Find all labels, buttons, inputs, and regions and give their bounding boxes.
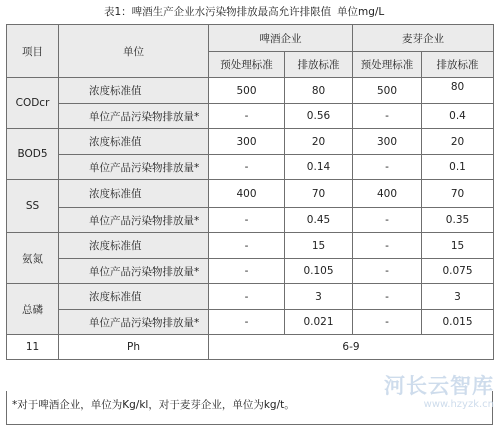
ph-value-cell: 6-9 — [209, 335, 494, 360]
header-malt-discharge: 排放标准 — [422, 52, 494, 78]
ph-unit-cell: Ph — [59, 335, 209, 360]
ph-row — [7, 335, 494, 360]
value-cell: 3 — [422, 284, 494, 310]
value-cell: - — [209, 310, 285, 335]
value-cell: 0.015 — [422, 310, 494, 335]
unit-cell: 浓度标准值 — [59, 78, 209, 104]
unit-cell: 浓度标准值 — [59, 180, 209, 208]
value-cell: 80 — [285, 78, 353, 104]
table-row — [7, 180, 494, 208]
table-row — [7, 284, 494, 310]
value-cell: 300 — [353, 129, 422, 155]
item-cell: BOD5 — [7, 129, 59, 180]
value-cell: - — [353, 233, 422, 259]
value-cell: - — [209, 104, 285, 129]
value-cell: - — [209, 233, 285, 259]
value-cell: 20 — [285, 129, 353, 155]
unit-cell: 浓度标准值 — [59, 233, 209, 259]
table-row — [7, 259, 494, 284]
ph-item-cell: 11 — [7, 335, 59, 360]
value-cell: 20 — [422, 129, 494, 155]
item-cell: 总磷 — [7, 284, 59, 335]
value-cell: 300 — [209, 129, 285, 155]
table-footnote: *对于啤酒企业，单位为Kg/kl，对于麦芽企业，单位为kg/t。 — [6, 391, 493, 425]
value-cell: - — [353, 208, 422, 233]
table-row — [7, 310, 494, 335]
value-cell: 80 — [422, 78, 494, 104]
value-cell: - — [353, 284, 422, 310]
item-cell: 氨氮 — [7, 233, 59, 284]
value-cell: 0.1 — [422, 155, 494, 180]
header-malt-pre: 预处理标准 — [353, 52, 422, 78]
unit-cell: 浓度标准值 — [59, 129, 209, 155]
value-cell: - — [209, 155, 285, 180]
value-cell: - — [353, 104, 422, 129]
value-cell: 15 — [422, 233, 494, 259]
table-row — [7, 104, 494, 129]
item-cell: CODcr — [7, 78, 59, 129]
value-cell: 70 — [285, 180, 353, 208]
header-malt: 麦芽企业 — [353, 25, 494, 52]
table-caption — [0, 4, 500, 20]
value-cell: 0.075 — [422, 259, 494, 284]
value-cell: 0.4 — [422, 104, 494, 129]
table-row — [7, 233, 494, 259]
value-cell: 0.021 — [285, 310, 353, 335]
unit-cell: 单位产品污染物排放量* — [59, 208, 209, 233]
emission-limits-table — [6, 24, 494, 360]
table-row — [7, 208, 494, 233]
table-title: 表1：啤酒生产企业水污染物排放最高允许排限值 — [104, 6, 332, 18]
unit-cell: 浓度标准值 — [59, 284, 209, 310]
header-item: 项目 — [7, 25, 59, 78]
value-cell: - — [353, 155, 422, 180]
header-beer: 啤酒企业 — [209, 25, 353, 52]
value-cell: 0.45 — [285, 208, 353, 233]
header-beer-pre: 预处理标准 — [209, 52, 285, 78]
value-cell: 70 — [422, 180, 494, 208]
unit-cell: 单位产品污染物排放量* — [59, 155, 209, 180]
value-cell: 0.14 — [285, 155, 353, 180]
header-unit: 单位 — [59, 25, 209, 78]
value-cell: 400 — [209, 180, 285, 208]
value-cell: 3 — [285, 284, 353, 310]
value-cell: - — [209, 208, 285, 233]
value-cell: 0.56 — [285, 104, 353, 129]
table-unit: 单位mg/L — [337, 6, 385, 18]
value-cell: 400 — [353, 180, 422, 208]
table-row — [7, 155, 494, 180]
unit-cell: 单位产品污染物排放量* — [59, 310, 209, 335]
value-cell: 15 — [285, 233, 353, 259]
value-cell: - — [209, 284, 285, 310]
table-row — [7, 129, 494, 155]
value-cell: - — [353, 259, 422, 284]
value-cell: - — [353, 310, 422, 335]
watermark-title: 河长云智库 — [384, 374, 494, 398]
value-cell: 0.105 — [285, 259, 353, 284]
unit-cell: 单位产品污染物排放量* — [59, 259, 209, 284]
table-row — [7, 78, 494, 104]
watermark-url: www.hzyzk.cn — [423, 399, 494, 410]
value-cell: - — [209, 259, 285, 284]
item-cell: SS — [7, 180, 59, 233]
value-cell: 0.35 — [422, 208, 494, 233]
header-beer-discharge: 排放标准 — [285, 52, 353, 78]
value-cell: 500 — [353, 78, 422, 104]
value-cell: 500 — [209, 78, 285, 104]
header-row-1 — [7, 25, 494, 52]
unit-cell: 单位产品污染物排放量* — [59, 104, 209, 129]
